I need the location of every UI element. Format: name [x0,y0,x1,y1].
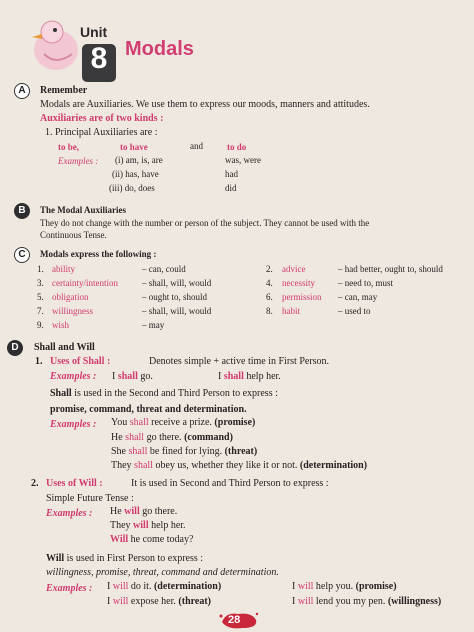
will-sentence-threat: I will expose her. (threat) [107,596,211,607]
section-d-badge: D [7,340,23,356]
aux-and-word: and [190,141,203,151]
modal-use-desc: – had better, ought to, should [338,264,443,274]
shall-sentence-command: He shall go there. (command) [111,432,233,443]
shall-uses-text: Denotes simple + active time in First Person. [149,356,330,367]
will-uses-text: It is used in Second and Third Person to express : [131,478,329,489]
shall-item-number: 1. [35,356,43,367]
modal-use-num: 9. [37,320,44,330]
page-number: 28 [228,614,241,626]
modal-use-word: willingness [52,306,94,316]
modal-use-num: 8. [266,306,273,316]
modal-use-desc: – used to [338,306,371,316]
section-d-heading: Shall and Will [34,342,95,353]
will-sentence-promise: I will help you. (promise) [292,581,397,592]
shall-example-1: I shall go. [112,371,153,382]
unit-badge [22,10,114,74]
modal-use-word: wish [52,320,70,330]
shall-expression-list: promise, command, threat and determination. [50,404,247,415]
section-b-line2: Continuous Tense. [40,230,107,240]
shall-examples-label-2: Examples : [50,419,97,430]
aux-row1-past: was, were [225,155,261,165]
section-a-intro: Modals are Auxiliaries. We use them to express our moods, manners and attitudes. [40,99,370,110]
will-example-2: They will help her. [110,520,186,531]
duck-mascot-icon [22,10,82,74]
shall-sentence-promise: You shall receive a prize. (promise) [111,417,256,428]
will-item-number: 2. [31,478,39,489]
modal-use-word: habit [282,306,300,316]
section-a-heading: Remember [40,85,88,96]
aux-col-to-do: to do [227,142,247,152]
will-sentence-willingness: I will lend you my pen. (willingness) [292,596,442,607]
shall-example-2: I shall help her. [218,371,281,382]
will-examples-label: Examples : [46,508,93,519]
aux-row2-past: had [225,169,238,179]
will-example-3: Will he come today? [110,534,194,545]
shall-uses-label: Uses of Shall : [50,356,111,367]
will-simple-future: Simple Future Tense : [46,493,134,504]
aux-row1-present: (i) am, is, are [115,155,163,165]
section-b-line1: They do not change with the number or person of the subject. They cannot be used with the [40,218,370,228]
will-uses-label: Uses of Will : [46,478,103,489]
modal-use-desc: – shall, will, would [142,306,212,316]
section-c-badge: C [14,247,30,263]
section-a-kinds-heading: Auxiliaries are of two kinds : [40,113,164,124]
section-a-principal: 1. Principal Auxiliaries are : [45,127,158,138]
section-a-badge: A [14,83,30,99]
modal-use-word: necessity [282,278,315,288]
will-sentence-determination: I will do it. (determination) [107,581,222,592]
modal-use-num: 5. [37,292,44,302]
modal-use-desc: – can, may [338,292,378,302]
modal-use-num: 1. [37,264,44,274]
modal-use-num: 2. [266,264,273,274]
modal-use-num: 6. [266,292,273,302]
shall-second-person-line: Shall is used in the Second and Third Person to express : [50,388,278,399]
modal-use-desc: – may [142,320,165,330]
modal-use-num: 7. [37,306,44,316]
aux-row3-present: (iii) do, does [109,183,155,193]
modal-use-num: 4. [266,278,273,288]
will-expression-list: willingness, promise, threat, command and determination. [46,567,279,578]
modal-use-word: permission [282,292,322,302]
aux-examples-label: Examples : [58,156,99,166]
modal-use-desc: – shall, will, would [142,278,212,288]
aux-col-to-be: to be, [58,142,79,152]
aux-col-to-have: to have [120,142,148,152]
section-b-heading: The Modal Auxiliaries [40,205,127,215]
shall-sentence-determination: They shall obey us, whether they like it or not. (determination) [111,460,368,471]
unit-number: 8 [90,42,108,75]
modal-use-word: obligation [52,292,89,302]
aux-row2-present: (ii) has, have [112,169,159,179]
modal-use-desc: – need to, must [338,278,393,288]
modal-use-word: ability [52,264,75,274]
shall-examples-label: Examples : [50,371,97,382]
shall-sentence-threat: She shall be fined for lying. (threat) [111,446,258,457]
unit-label: Unit [80,24,108,40]
modal-use-word: certainty/intention [52,278,118,288]
modal-use-desc: – can, could [142,264,186,274]
will-first-person-line: Will is used in First Person to express : [46,553,204,564]
aux-row3-past: did [225,183,237,193]
section-c-heading: Modals express the following : [40,249,157,259]
will-examples-label-2: Examples : [46,583,93,594]
modal-use-word: advice [282,264,306,274]
modal-use-num: 3. [37,278,44,288]
page-title: Modals [125,38,194,60]
section-b-badge: B [14,203,30,219]
will-example-1: He will go there. [110,506,178,517]
modal-use-desc: – ought to, should [142,292,208,302]
